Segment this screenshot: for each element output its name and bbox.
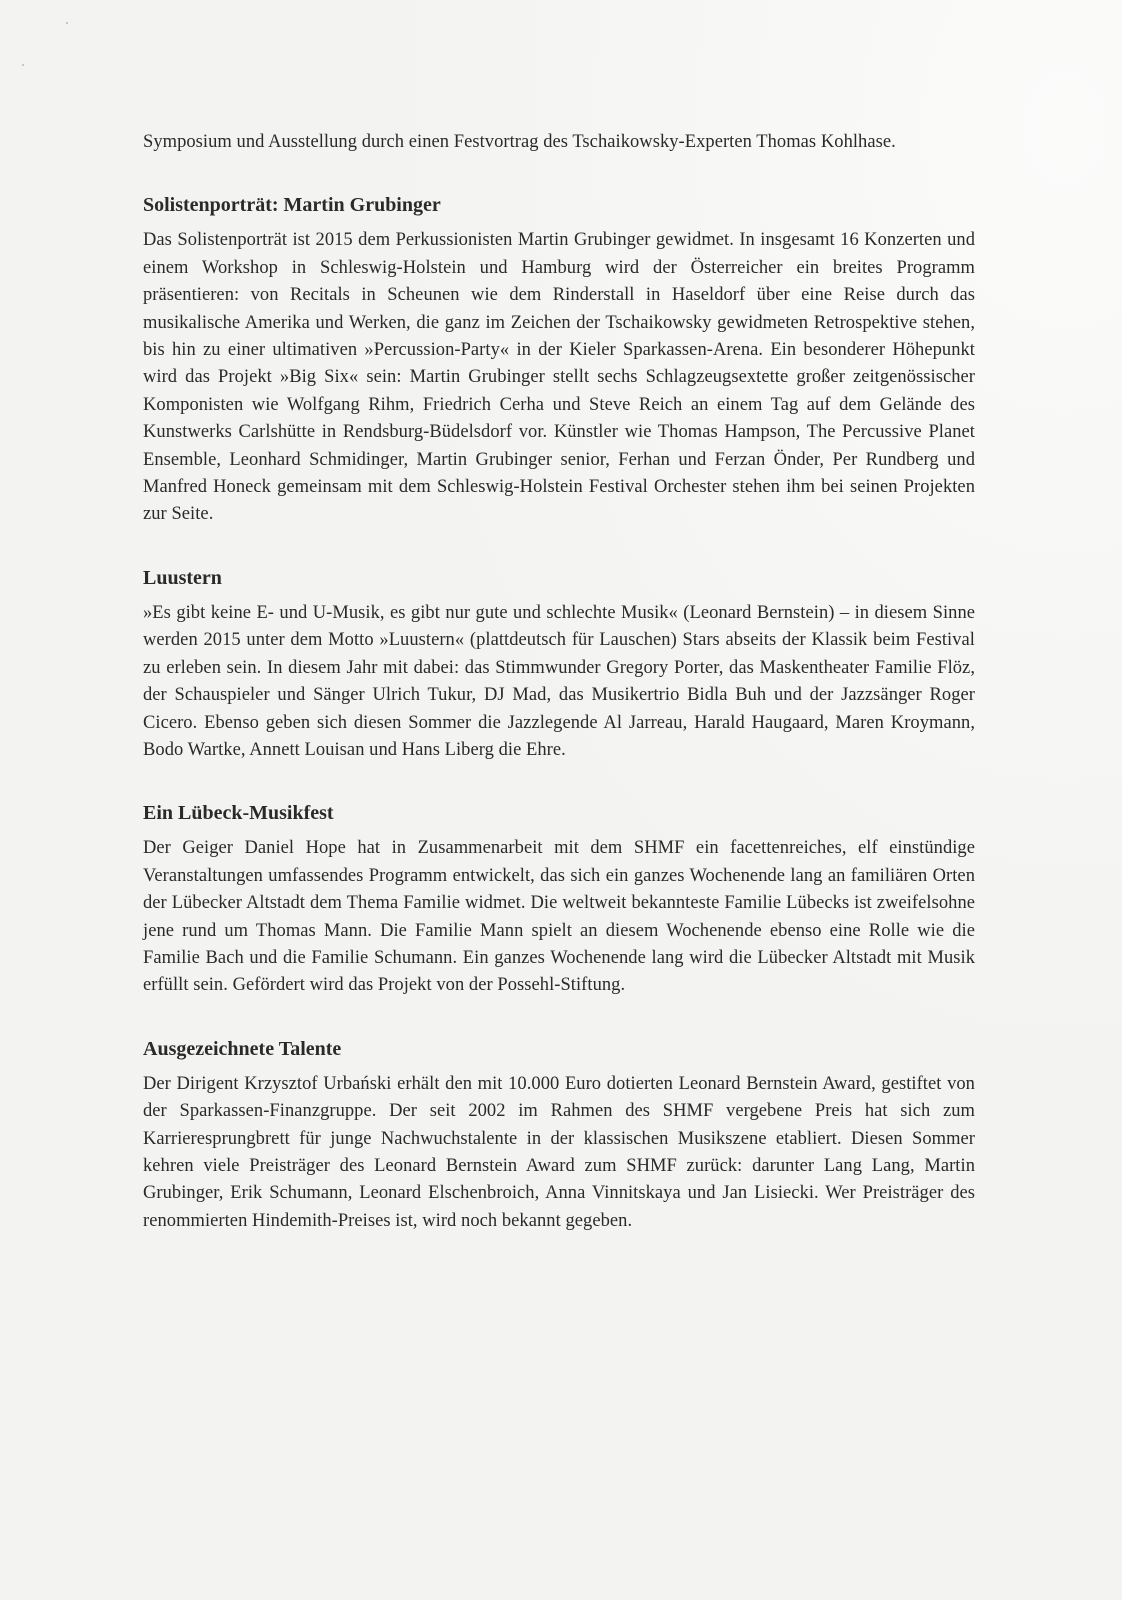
section-heading: Solistenporträt: Martin Grubinger <box>143 194 441 217</box>
section-luustern <box>143 565 975 764</box>
section-luebeck-musikfest <box>143 800 975 999</box>
intro-paragraph: Symposium und Ausstellung durch einen Festvortrag des Tschaikowsky-Experten Thomas Kohlhase. <box>143 132 896 152</box>
scan-speck <box>66 22 68 24</box>
section-heading: Luustern <box>143 566 222 589</box>
section-solistenportraet <box>143 192 975 528</box>
section-heading: Ausgezeichnete Talente <box>143 1037 342 1060</box>
document-page <box>143 129 975 1235</box>
section-paragraph: Der Geiger Daniel Hope hat in Zusammenarbeit mit dem SHMF ein facettenreiches, elf einstündige Veranstaltungen umfassendes Programm entwickelt, das sich ein ganzes Wochenende lang an familiären Orten der Lübecker Altstadt dem Thema Familie widmet. Die weltweit bekannteste Familie Lübecks ist zweifelsohne jene rund um Thomas Mann. Die Familie Mann spielt an diesem Wochenende ebenso eine Rolle wie die Familie Bach und die Familie Schumann. Ein ganzes Wochenende lang wird die Lübecker Altstadt mit Musik erfüllt sein. Gefördert wird das Projekt von der Possehl-Stiftung. <box>143 838 975 996</box>
section-paragraph: »Es gibt keine E- und U-Musik, es gibt nur gute und schlechte Musik« (Leonard Bernstein) – in diesem Sinne werden 2015 unter dem Motto »Luustern« (plattdeutsch für Lauschen) Stars abseits der Klassik beim Festival zu erleben sein. In diesem Jahr mit dabei: das Stimmwunder Gregory Porter, das Maskentheater Familie Flöz, der Schauspieler und Sänger Ulrich Tukur, DJ Mad, das Musikertrio Bidla Buh und der Jazzsänger Roger Cicero. Ebenso geben sich diesen Sommer die Jazzlegende Al Jarreau, Harald Haugaard, Maren Kroymann, Bodo Wartke, Annett Louisan und Hans Liberg die Ehre. <box>143 602 975 760</box>
section-heading: Ein Lübeck-Musikfest <box>143 802 334 825</box>
scan-speck <box>22 64 24 66</box>
section-paragraph: Der Dirigent Krzysztof Urbański erhält den mit 10.000 Euro dotierten Leonard Bernstein Award, gestiftet von der Sparkassen-Finanzgruppe. Der seit 2002 im Rahmen des SHMF vergebene Preis hat sich zum Karrieresprungbrett für junge Nachwuchstalente in der klassischen Musikszene etabliert. Diesen Sommer kehren viele Preisträger des Leonard Bernstein Award zum SHMF zurück: darunter Lang Lang, Martin Grubinger, Erik Schumann, Leonard Elschenbroich, Anna Vinnitskaya und Jan Lisiecki. Wer Preisträger des renommierten Hindemith-Preises ist, wird noch bekannt gegeben. <box>143 1073 975 1231</box>
section-paragraph: Das Solistenporträt ist 2015 dem Perkussionisten Martin Grubinger gewidmet. In insgesamt 16 Konzerten und einem Workshop in Schleswig-Holstein und Hamburg wird der Österreicher ein breites Programm präsentieren: von Recitals in Scheunen wie dem Rinderstall in Haseldorf über eine Reise durch das musikalische Amerika und Werken, die ganz im Zeichen der Tschaikowsky gewidmeten Retrospektive stehen, bis hin zu einer ultimativen »Percussion-Party« in der Kieler Sparkassen-Arena. Ein besonderer Höhepunkt wird das Projekt »Big Six« sein: Martin Grubinger stellt sechs Schlagzeugsextette großer zeitgenössischer Komponisten wie Wolfgang Rihm, Friedrich Cerha und Steve Reich an einem Tag auf dem Gelände des Kunstwerks Carlshütte in Rendsburg-Büdelsdorf vor. Künstler wie Thomas Hampson, The Percussive Planet Ensemble, Leonhard Schmidinger, Martin Grubinger senior, Ferhan und Ferzan Önder, Per Rundberg und Manfred Honeck gemeinsam mit dem Schleswig-Holstein Festival Orchester stehen ihm bei seinen Projekten zur Seite. <box>143 230 975 525</box>
section-ausgezeichnete-talente <box>143 1036 975 1235</box>
